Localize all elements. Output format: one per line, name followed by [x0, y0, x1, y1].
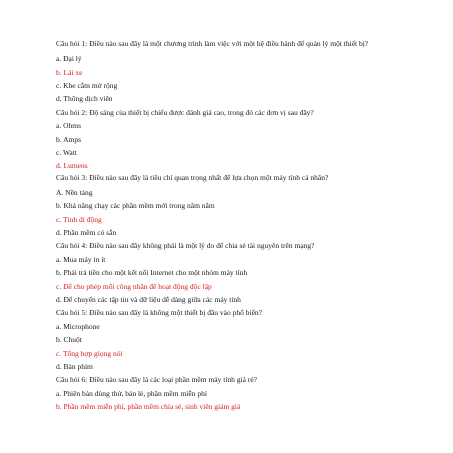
question-5: Câu hỏi 5: Điều nào sau đây là không một thiết bị đầu vào phổ biến?: [56, 308, 263, 318]
question-6: Câu hỏi 6: Điều nào sau đây là các loại phần mềm máy tính giá rẻ?: [56, 375, 257, 385]
question-5-option-d: d. Bàn phím: [56, 362, 93, 371]
question-4-option-b: b. Phải trả tiền cho một kết nối Internet cho một nhóm máy tính: [56, 268, 248, 278]
question-1-option-b-correct: b. Lái xe: [56, 67, 83, 77]
question-5-option-b: b. Chuột: [56, 335, 82, 345]
quiz-content: [56, 39, 401, 414]
question-1: Câu hỏi 1: Điều nào sau đây là một chương trình làm việc với một hệ điều hành để quản lý một thiết bị?: [56, 39, 369, 48]
question-6-option-b-correct: b. Phần mềm miễn phí, phần mềm chia sẻ, sinh viên giảm giá: [56, 402, 241, 412]
question-4-option-c-correct: c. Để cho phép mỗi công nhân để hoạt động độc lập: [56, 281, 212, 291]
question-2-option-a: a. Ohms: [56, 121, 81, 131]
question-1-option-d: d. Thông dịch viên: [56, 94, 113, 104]
question-2-option-d-correct: d. Lumens: [56, 161, 88, 171]
question-4: Câu hỏi 4: Điều nào sau đây không phải là một lý do để chia sẻ tài nguyên trên mạng?: [56, 241, 315, 251]
question-4-option-d: d. Để chuyển các tập tin và dữ liệu dễ dàng giữa các máy tính: [56, 295, 241, 305]
question-3-option-d: d. Phần mềm có sẵn: [56, 228, 117, 238]
question-2-option-c: c. Watt: [56, 147, 77, 157]
question-1-option-a: a. Đại lý: [56, 54, 82, 64]
question-5-option-a: a. Microphone: [56, 321, 100, 331]
question-1-option-c: c. Khe cắm mở rộng: [56, 80, 118, 90]
question-4-option-a: a. Mua máy in ít: [56, 254, 106, 264]
question-5-option-c-correct: c. Tổng hợp giọng nói: [56, 348, 123, 358]
question-2: Câu hỏi 2: Độ sáng của thiết bị chiếu được đánh giá cao, trong đó các đơn vị sau đây?: [56, 107, 314, 117]
question-3-option-a: A. Nền tảng: [56, 187, 93, 197]
question-3-option-c-correct: c. Tính di động: [56, 214, 102, 224]
question-3: Câu hỏi 3: Điều nào sau đây là tiêu chí quan trọng nhất để lựa chọn một máy tính cá nhân?: [56, 172, 329, 182]
question-2-option-b: b. Amps: [56, 134, 82, 144]
question-3-option-b: b. Khả năng chạy các phần mềm mới trong năm năm: [56, 201, 215, 211]
question-6-option-a: a. Phiên bản dùng thử, bán lẻ, phần mềm miễn phí: [56, 388, 207, 398]
